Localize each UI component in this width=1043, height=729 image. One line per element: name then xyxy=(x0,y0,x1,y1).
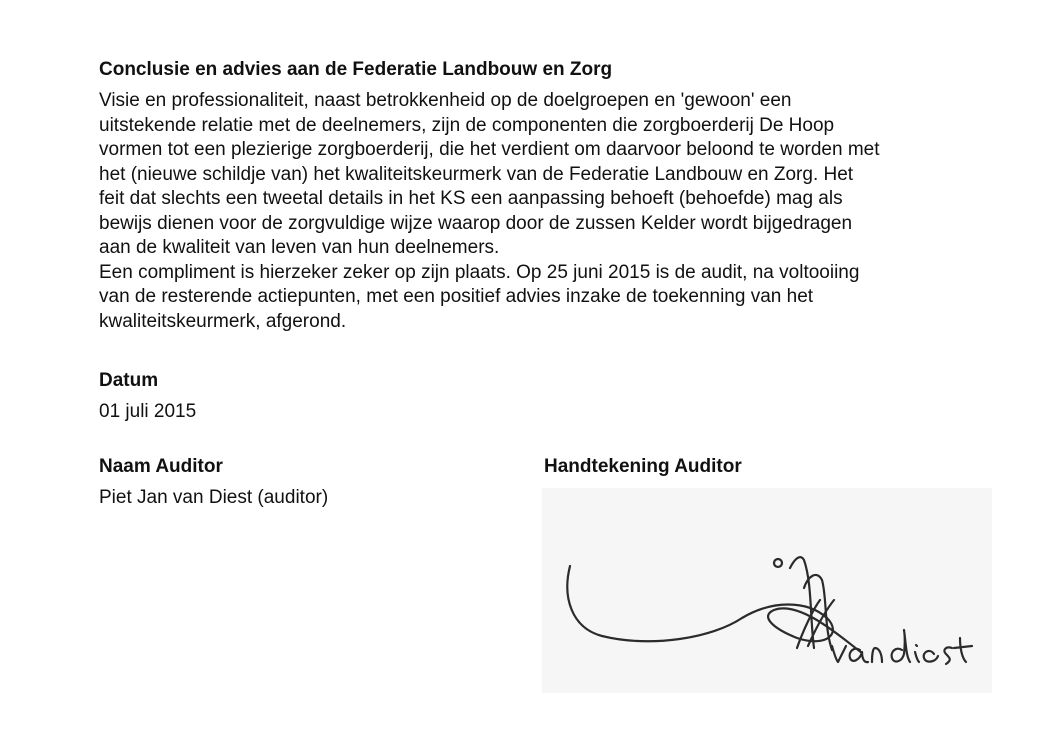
signature-drawing xyxy=(542,488,992,693)
signature-label: Handtekening Auditor xyxy=(544,456,742,477)
conclusion-line: uitstekende relatie met de deelnemers, zijn de componenten die zorgboerderij De Hoop xyxy=(99,114,835,136)
conclusion-line: van de resterende actiepunten, met een positief advies inzake de toekenning van het xyxy=(99,286,814,307)
conclusion-line: bewijs dienen voor de zorgvuldige wijze waarop door de zussen Kelder wordt bijgedragen xyxy=(99,212,853,234)
conclusion-heading: Conclusie en advies aan de Federatie Landbouw en Zorg xyxy=(99,59,613,80)
conclusion-paragraph xyxy=(99,89,999,334)
signature-image xyxy=(542,488,992,693)
conclusion-line: kwaliteitskeurmerk, afgerond. xyxy=(99,310,347,332)
conclusion-line: Een compliment is hierzeker zeker op zijn plaats. Op 25 juni 2015 is de audit, na voltooiing xyxy=(99,261,860,283)
conclusion-line: aan de kwaliteit van leven van hun deelnemers. xyxy=(99,237,500,258)
date-label: Datum xyxy=(99,370,159,391)
auditor-name-label: Naam Auditor xyxy=(99,456,223,477)
conclusion-line: het (nieuwe schildje van) het kwaliteitskeurmerk van de Federatie Landbouw en Zorg. Het xyxy=(99,163,854,185)
conclusion-line: feit dat slechts een tweetal details in het KS een aanpassing behoeft (behoefde) mag als xyxy=(99,188,843,209)
conclusion-line: Visie en professionaliteit, naast betrokkenheid op de doelgroepen en 'gewoon' een xyxy=(99,90,792,111)
date-value: 01 juli 2015 xyxy=(99,401,197,422)
conclusion-line: vormen tot een plezierige zorgboerderij, die het verdient om daarvoor beloond te worden met xyxy=(99,139,880,160)
auditor-name-value: Piet Jan van Diest (auditor) xyxy=(99,487,329,508)
